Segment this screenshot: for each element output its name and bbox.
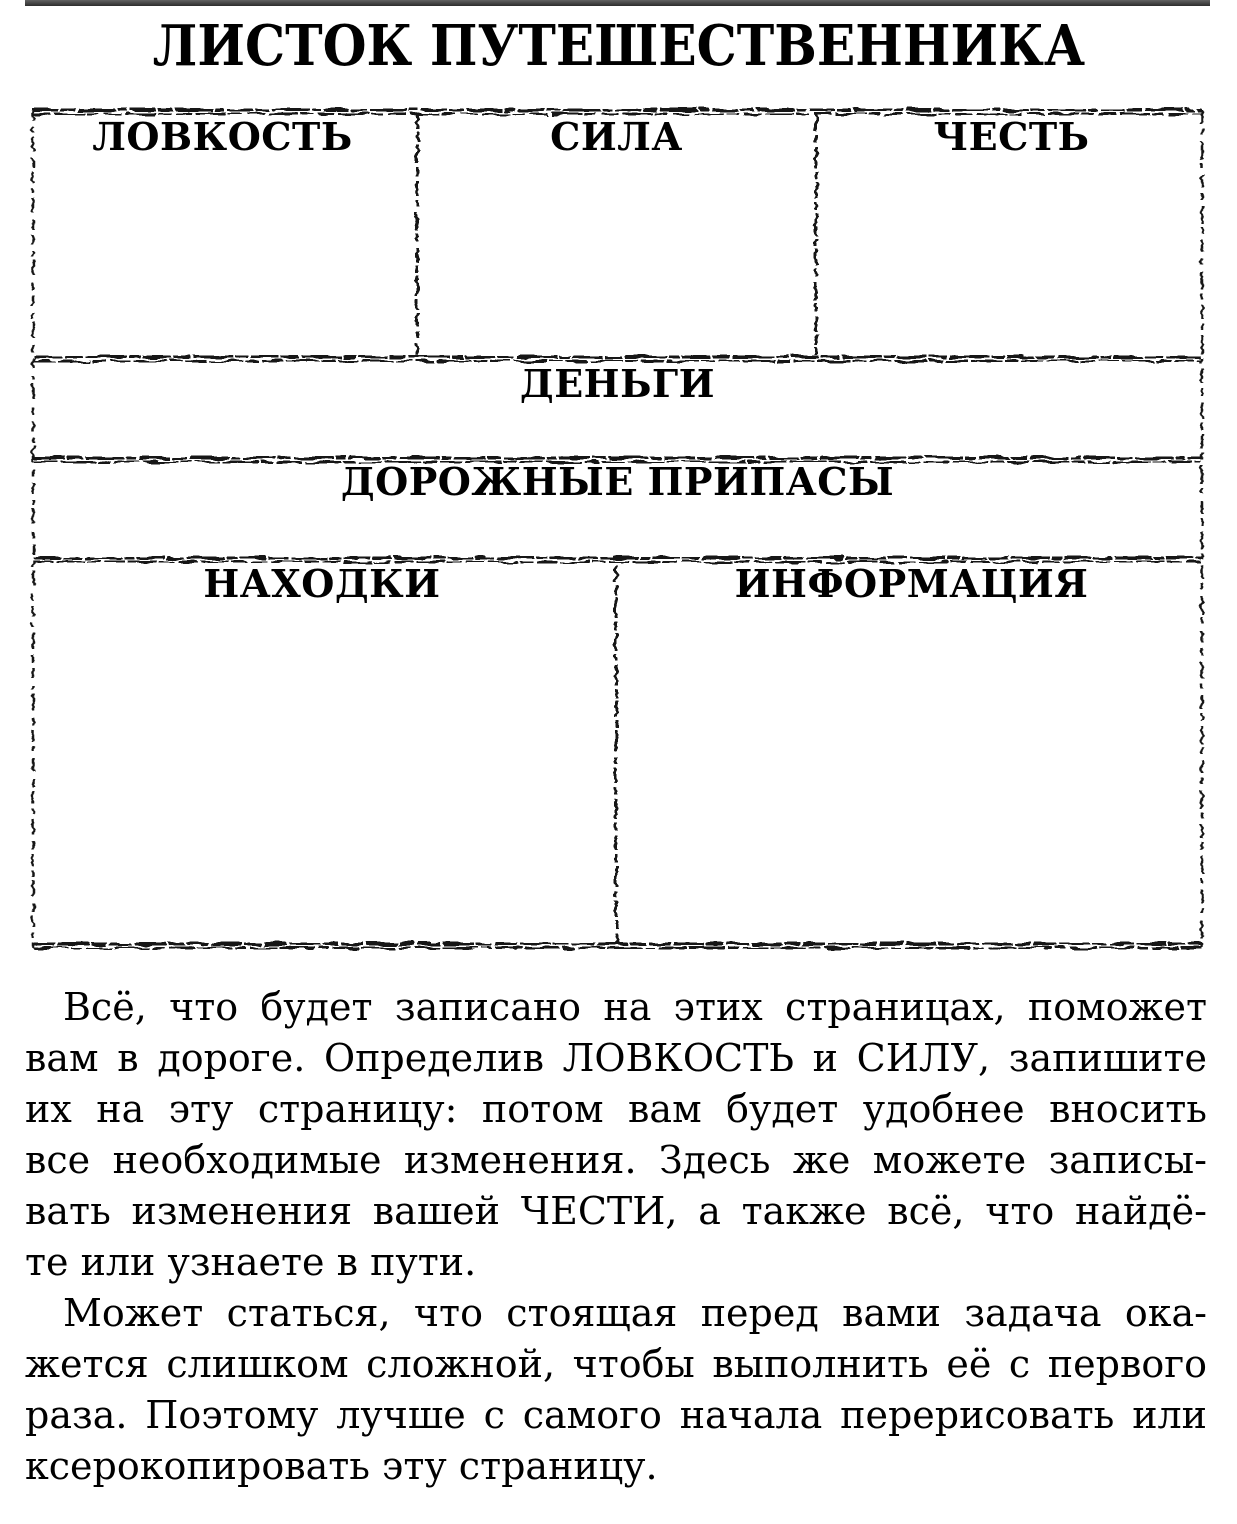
dexterity-write-area: [34, 165, 414, 353]
section-label-money: ДЕНЬГИ: [519, 361, 716, 406]
section-label-strength: СИЛА: [550, 114, 683, 159]
strength-write-area: [420, 165, 813, 353]
body-line: Может статься, что стоящая перед вами задача ока-: [63, 1291, 1207, 1335]
body-line: все необходимые изменения. Здесь же можете записы-: [25, 1138, 1207, 1182]
body-line: их на эту страницу: потом вам будет удобнее вносить: [25, 1087, 1207, 1131]
section-label-provisions: ДОРОЖНЫЕ ПРИПАСЫ: [340, 459, 895, 504]
body-text: [25, 982, 1207, 1492]
section-label-information: ИНФОРМАЦИЯ: [734, 561, 1089, 606]
top-rule: [25, 0, 1210, 6]
page-title-text: ЛИСТОК ПУТЕШЕСТВЕННИКА: [152, 13, 1085, 79]
body-line: вам в дороге. Определив ЛОВКОСТЬ и СИЛУ, запишите: [25, 1036, 1207, 1080]
section-label-honor: ЧЕСТЬ: [933, 114, 1090, 159]
body-line: Всё, что будет записано на этих страницах, поможет: [63, 985, 1207, 1029]
body-line: раза. Поэтому лучше с самого начала перерисовать или: [25, 1393, 1207, 1437]
body-line: вать изменения вашей ЧЕСТИ, а также всё, что найдё-: [25, 1189, 1207, 1233]
body-line: те или узнаете в пути.: [25, 1240, 477, 1284]
money-write-area: [34, 410, 1201, 454]
section-label-dexterity: ЛОВКОСТЬ: [92, 114, 353, 159]
page-title: [0, 13, 1237, 79]
section-label-findings: НАХОДКИ: [203, 561, 441, 606]
body-line: ксерокопировать эту страницу.: [25, 1444, 658, 1488]
body-line: жется слишком сложной, чтобы выполнить её с первого: [25, 1342, 1207, 1386]
honor-write-area: [819, 165, 1199, 353]
findings-write-area: [34, 610, 612, 940]
traveller-sheet: [28, 105, 1207, 953]
information-write-area: [620, 610, 1199, 940]
provisions-write-area: [34, 508, 1201, 554]
